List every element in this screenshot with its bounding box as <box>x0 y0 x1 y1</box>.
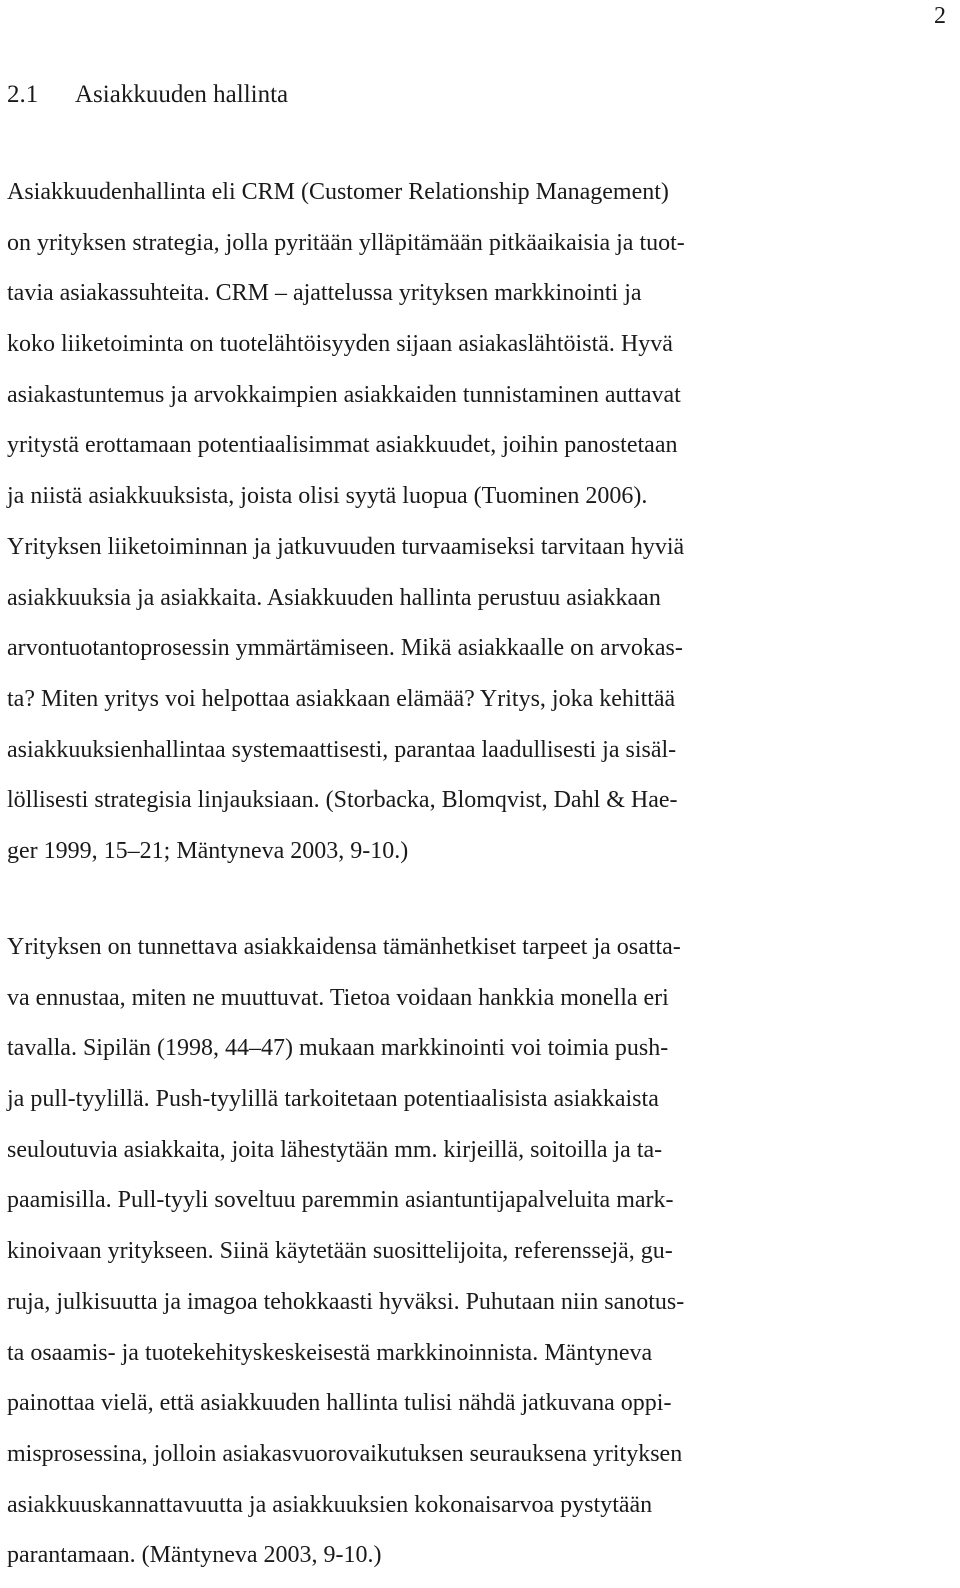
text-line: arvontuotantoprosessin ymmärtämiseen. Mikä asiakkaalle on arvokas- <box>7 635 683 662</box>
text-line: tavalla. Sipilän (1998, 44–47) mukaan markkinointi voi toimia push- <box>7 1035 669 1062</box>
text-line: on yrityksen strategia, jolla pyritään ylläpitämään pitkäaikaisia ja tuot- <box>7 229 685 256</box>
text-line: asiakkuuksia ja asiakkaita. Asiakkuuden hallinta perustuu asiakkaan <box>7 584 661 611</box>
text-line: va ennustaa, miten ne muuttuvat. Tietoa voidaan hankkia monella eri <box>7 984 669 1011</box>
text-line: koko liiketoiminta on tuotelähtöisyyden sijaan asiakaslähtöistä. Hyvä <box>7 331 673 358</box>
text-line: löllisesti strategisia linjauksiaan. (Storbacka, Blomqvist, Dahl & Hae- <box>7 787 678 814</box>
text-line: ja pull-tyylillä. Push-tyylillä tarkoitetaan potentiaalisista asiakkaista <box>7 1086 659 1113</box>
section-title: Asiakkuuden hallinta <box>75 81 289 108</box>
text-line: ta osaamis- ja tuotekehityskeskeisestä markkinoinnista. Mäntyneva <box>7 1339 653 1366</box>
text-line: asiakastuntemus ja arvokkaimpien asiakkaiden tunnistaminen auttavat <box>7 381 681 408</box>
paragraph-2 <box>7 922 827 1581</box>
text-line: kinoivaan yritykseen. Siinä käytetään suosittelijoita, referenssejä, gu- <box>7 1238 673 1265</box>
text-line: tavia asiakassuhteita. CRM – ajattelussa yrityksen markkinointi ja <box>7 280 642 307</box>
section-number: 2.1 <box>7 81 39 108</box>
text-line: yritystä erottamaan potentiaalisimmat asiakkuudet, joihin panostetaan <box>7 432 678 459</box>
text-line: Yrityksen liiketoiminnan ja jatkuvuuden turvaamiseksi tarvitaan hyviä <box>7 533 685 560</box>
text-line: ruja, julkisuutta ja imagoa tehokkaasti hyväksi. Puhutaan niin sanotus- <box>7 1288 685 1315</box>
text-line: Asiakkuudenhallinta eli CRM (Customer Relationship Management) <box>7 179 669 205</box>
text-line: ta? Miten yritys voi helpottaa asiakkaan elämää? Yritys, joka kehittää <box>7 685 676 712</box>
text-line: Yrityksen on tunnettava asiakkaidensa tämänhetkiset tarpeet ja osatta- <box>7 934 681 960</box>
text-line: ja niistä asiakkuuksista, joista olisi syytä luopua (Tuominen 2006). <box>7 483 648 510</box>
section-heading <box>7 78 288 112</box>
text-line: parantamaan. (Mäntyneva 2003, 9-10.) <box>7 1542 382 1569</box>
paragraph-1 <box>7 167 827 877</box>
text-line: painottaa vielä, että asiakkuuden hallinta tulisi nähdä jatkuvana oppi- <box>7 1390 672 1417</box>
text-line: ger 1999, 15–21; Mäntyneva 2003, 9-10.) <box>7 837 409 864</box>
text-line: seuloutuvia asiakkaita, joita lähestytään mm. kirjeillä, soitoilla ja ta- <box>7 1136 663 1163</box>
text-line: asiakkuuksienhallintaa systemaattisesti, parantaa laadullisesti ja sisäl- <box>7 736 677 763</box>
text-line: misprosessina, jolloin asiakasvuorovaikutuksen seurauksena yrityksen <box>7 1440 683 1467</box>
page-number: 2 <box>934 3 946 29</box>
text-line: asiakkuuskannattavuutta ja asiakkuuksien kokonaisarvoa pystytään <box>7 1491 653 1518</box>
text-line: paamisilla. Pull-tyyli soveltuu paremmin asiantuntijapalveluita mark- <box>7 1187 674 1214</box>
